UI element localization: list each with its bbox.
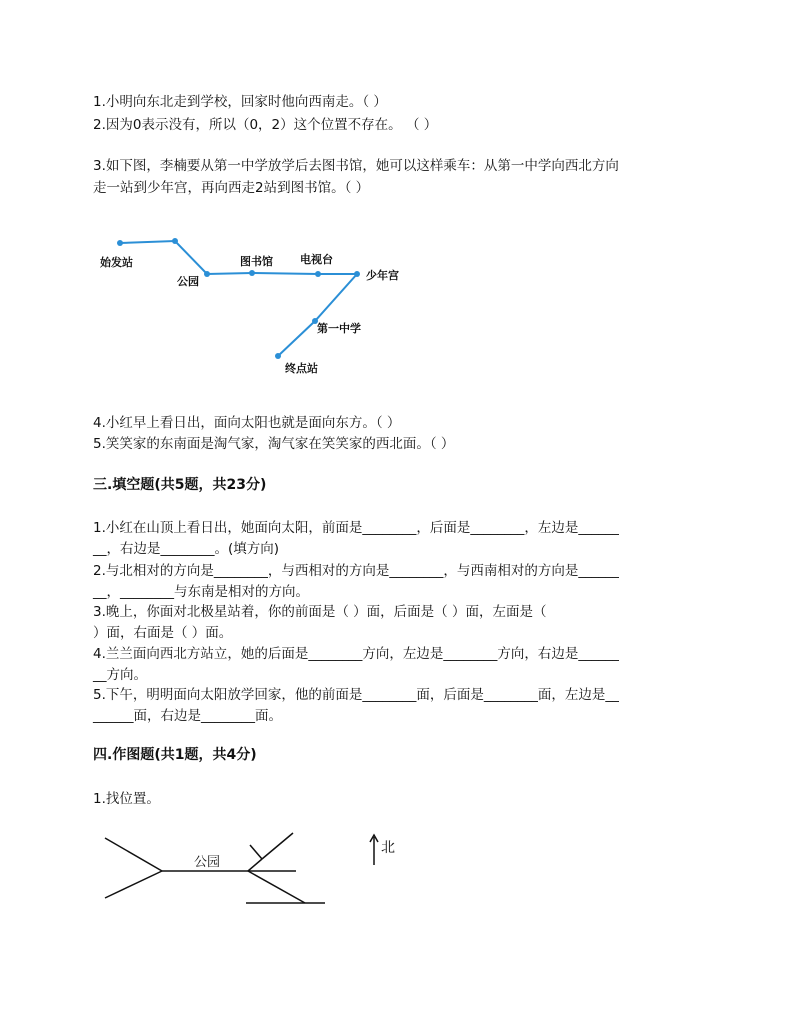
judge-q2: 2.因为0表示没有，所以（0，2）这个位置不存在。 （ ） xyxy=(93,117,438,133)
fill-section-heading: 三.填空题(共5题，共23分) xyxy=(93,477,267,493)
fill-q3-line2: ）面，右面是（ ）面。 xyxy=(93,625,233,641)
judge-q1: 1.小明向东北走到学校，回家时他向西南走。（ ） xyxy=(93,94,387,110)
north-arrow-icon xyxy=(370,835,378,865)
fill-q5-line1: 5.下午，明明面向太阳放学回家，他的前面是________面，后面是________面，左边是__ xyxy=(93,687,619,703)
position-diagram xyxy=(0,825,794,915)
judge-q4: 4.小红早上看日出，面向太阳也就是面向东方。（ ） xyxy=(93,415,401,431)
label-start-station: 始发站 xyxy=(100,256,133,269)
label-park-diagram: 公园 xyxy=(194,855,221,870)
node-youth-palace xyxy=(354,271,360,277)
fill-q1-line2: __，右边是________。(填方向) xyxy=(93,541,280,557)
node-tv-station xyxy=(315,271,321,277)
label-tv-station: 电视台 xyxy=(300,253,333,266)
judge-q5: 5.笑笑家的东南面是淘气家，淘气家在笑笑家的西北面。（ ） xyxy=(93,436,455,452)
node-library xyxy=(249,270,255,276)
fill-q3-line1: 3.晚上，你面对北极星站着，你的前面是（ ）面，后面是（ ）面，左面是（ xyxy=(93,604,547,620)
fill-q1-line1: 1.小红在山顶上看日出，她面向太阳，前面是________，后面是________，左边是______ xyxy=(93,520,619,536)
label-youth-palace: 少年宫 xyxy=(366,269,399,282)
node-end-station xyxy=(275,353,281,359)
bus-route-map xyxy=(0,225,794,385)
judge-q3-line1: 3.如下图，李楠要从第一中学放学后去图书馆，她可以这样乘车：从第一中学向西北方向 xyxy=(93,158,619,174)
label-end-station: 终点站 xyxy=(285,362,318,375)
label-north: 北 xyxy=(381,840,395,856)
label-first-middle-school: 第一中学 xyxy=(317,322,361,335)
draw-q1: 1.找位置。 xyxy=(93,791,160,807)
fill-q2-line2: __，________与东南是相对的方向。 xyxy=(93,584,309,600)
fill-q4-line2: __方向。 xyxy=(93,667,147,683)
label-library: 图书馆 xyxy=(240,255,273,268)
road-right-branch-a xyxy=(250,845,262,859)
fill-q2-line1: 2.与北相对的方向是________，与西相对的方向是________，与西南相对的方向是______ xyxy=(93,563,619,579)
draw-section-heading: 四.作图题(共1题，共4分) xyxy=(93,747,257,763)
road-right-down xyxy=(248,871,305,903)
judge-q3-line2: 走一站到少年宫，再向西走2站到图书馆。（ ） xyxy=(93,180,370,196)
road-right-up-short xyxy=(248,859,262,871)
node-bend xyxy=(172,238,178,244)
fill-q4-line1: 4.兰兰面向西北方站立，她的后面是________方向，左边是________方向，右边是______ xyxy=(93,646,619,662)
road-left-lower xyxy=(105,871,162,898)
road-right-branch-b xyxy=(262,833,293,859)
fill-q5-line2: ______面，右边是________面。 xyxy=(93,708,282,724)
node-park xyxy=(204,271,210,277)
road-left-upper xyxy=(105,838,162,871)
label-park: 公园 xyxy=(177,275,199,288)
node-start-station xyxy=(117,240,123,246)
